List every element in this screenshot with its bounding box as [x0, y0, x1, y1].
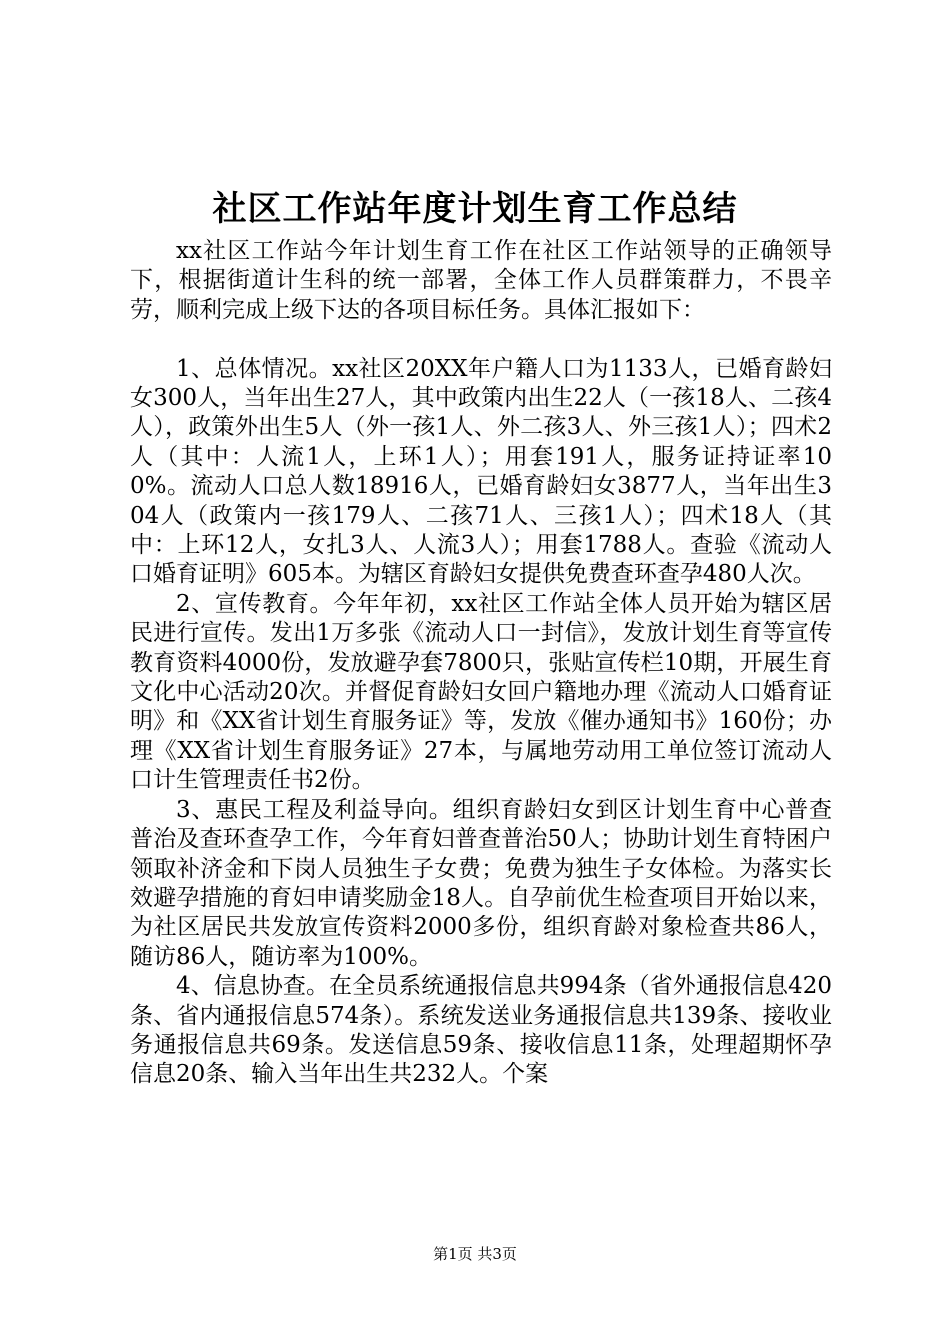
section-overall-situation: 1、总体情况。xx社区20XX年户籍人口为1133人，已婚育龄妇女300人，当年出生27人，其中政策内出生22人（一孩18人、二孩4人），政策外出生5人（外一孩1人、外二孩3人、外三孩1人）；四术2人（其中：人流1人，上环1人）；用套191人，服务证持证率100%。流动人口总人数18916人，已婚育龄妇女3877人，当年出生304人（政策内一孩179人、二孩71人、三孩1人）；四术18人（其中：上环12人，女扎3人、人流3人）；用套1788人。查验《流动人口婚育证明》605本。为辖区育龄妇女提供免费查环查孕480人次。 [130, 355, 832, 588]
page-number: 第1页 共3页 [433, 1245, 517, 1263]
document-title: 社区工作站年度计划生育工作总结 [212, 189, 738, 229]
document-body [130, 237, 832, 1090]
section-benefit-projects: 3、惠民工程及利益导向。组织育龄妇女到区计划生育中心普查普治及查环查孕工作，今年育妇普查普治50人；协助计划生育特困户领取补济金和下岗人员独生子女费；免费为独生子女体检。为落实长效避孕措施的育妇申请奖励金18人。自孕前优生检查项目开始以来，为社区居民共发放宣传资料2000多份，组织育龄对象检查共86人，随访86人，随访率为100%。 [130, 796, 832, 970]
intro-paragraph: xx社区工作站今年计划生育工作在社区工作站领导的正确领导下，根据街道计生科的统一部署，全体工作人员群策群力，不畏辛劳，顺利完成上级下达的各项目标任务。具体汇报如下： [130, 238, 832, 323]
section-publicity-education: 2、宣传教育。今年年初，xx社区工作站全体人员开始为辖区居民进行宣传。发出1万多张《流动人口一封信》，发放计划生育等宣传教育资料4000份，发放避孕套7800只，张贴宣传栏10期，开展生育文化中心活动20次。并督促育龄妇女回户籍地办理《流动人口婚育证明》和《XX省计划生育服务证》等，发放《催办通知书》160份；办理《XX省计划生育服务证》27本，与属地劳动用工单位签订流动人口计生管理责任书2份。 [130, 590, 832, 794]
section-information-check: 4、信息协查。在全员系统通报信息共994条（省外通报信息420条、省内通报信息574条）。系统发送业务通报信息共139条、接收业务通报信息共69条。发送信息59条、接收信息11条，处理超期怀孕信息20条、输入当年出生共232人。个案 [130, 973, 832, 1088]
